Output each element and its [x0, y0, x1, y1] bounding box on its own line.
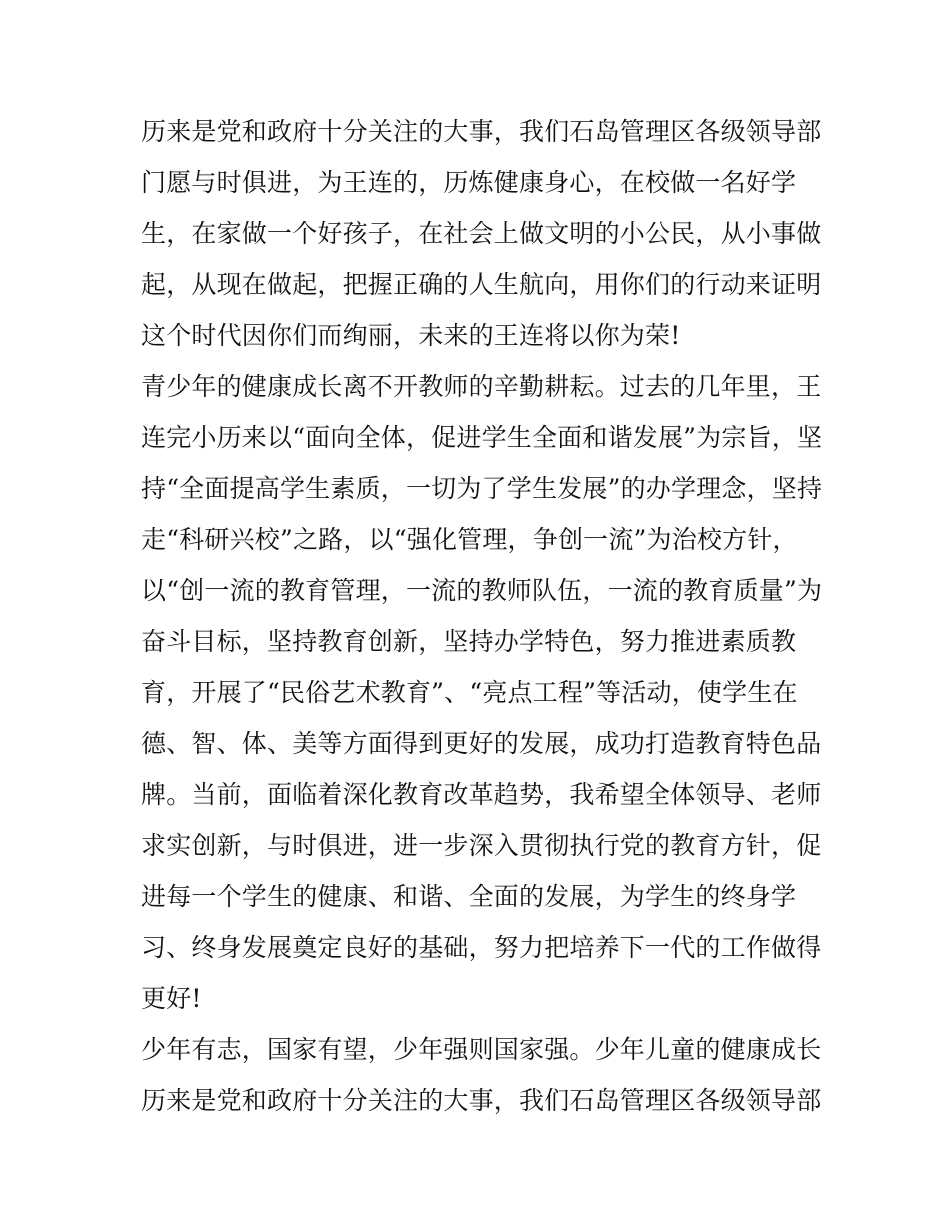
text-line: 青少年的健康成长离不开教师的辛勤耕耘。过去的几年里，王: [141, 372, 822, 401]
text-line: 以“创一流的教育管理，一流的教师队伍，一流的教育质量”为: [141, 576, 823, 605]
text-line: 少年有志，国家有望，少年强则国家强。少年儿童的健康成长: [141, 1035, 822, 1064]
text-line: 这个时代因你们而绚丽，未来的王连将以你为荣!: [141, 321, 681, 350]
text-line: 门愿与时俱进，为王连的，历炼健康身心，在校做一名好学: [141, 168, 797, 197]
text-line: 生，在家做一个好孩子，在社会上做文明的小公民，从小事做: [141, 219, 822, 248]
text-line: 奋斗目标，坚持教育创新，坚持办学特色，努力推进素质教: [141, 627, 797, 656]
text-line: 历来是党和政府十分关注的大事，我们石岛管理区各级领导部: [141, 117, 822, 146]
text-line: 育，开展了“民俗艺术教育”、“亮点工程”等活动，使学生在: [141, 678, 798, 707]
text-line: 求实创新，与时俱进，进一步深入贯彻执行党的教育方针，促: [141, 831, 822, 860]
text-line: 更好!: [141, 984, 202, 1013]
text-line: 连完小历来以“面向全体，促进学生全面和谐发展”为宗旨，坚: [141, 423, 823, 452]
text-line: 起，从现在做起，把握正确的人生航向，用你们的行动来证明: [141, 270, 822, 299]
text-line: 历来是党和政府十分关注的大事，我们石岛管理区各级领导部: [141, 1086, 822, 1115]
text-line: 德、智、体、美等方面得到更好的发展，成功打造教育特色品: [141, 729, 822, 758]
text-line: 习、终身发展奠定良好的基础，努力把培养下一代的工作做得: [141, 933, 822, 962]
text-line: 牌。当前，面临着深化教育改革趋势，我希望全体领导、老师: [141, 780, 822, 809]
body-text: [141, 106, 821, 1126]
text-line: 走“科研兴校”之路，以“强化管理，争创一流”为治校方针，: [141, 525, 798, 554]
text-line: 进每一个学生的健康、和谐、全面的发展，为学生的终身学: [141, 882, 797, 911]
text-line: 持“全面提高学生素质，一切为了学生发展”的办学理念，坚持: [141, 474, 823, 503]
